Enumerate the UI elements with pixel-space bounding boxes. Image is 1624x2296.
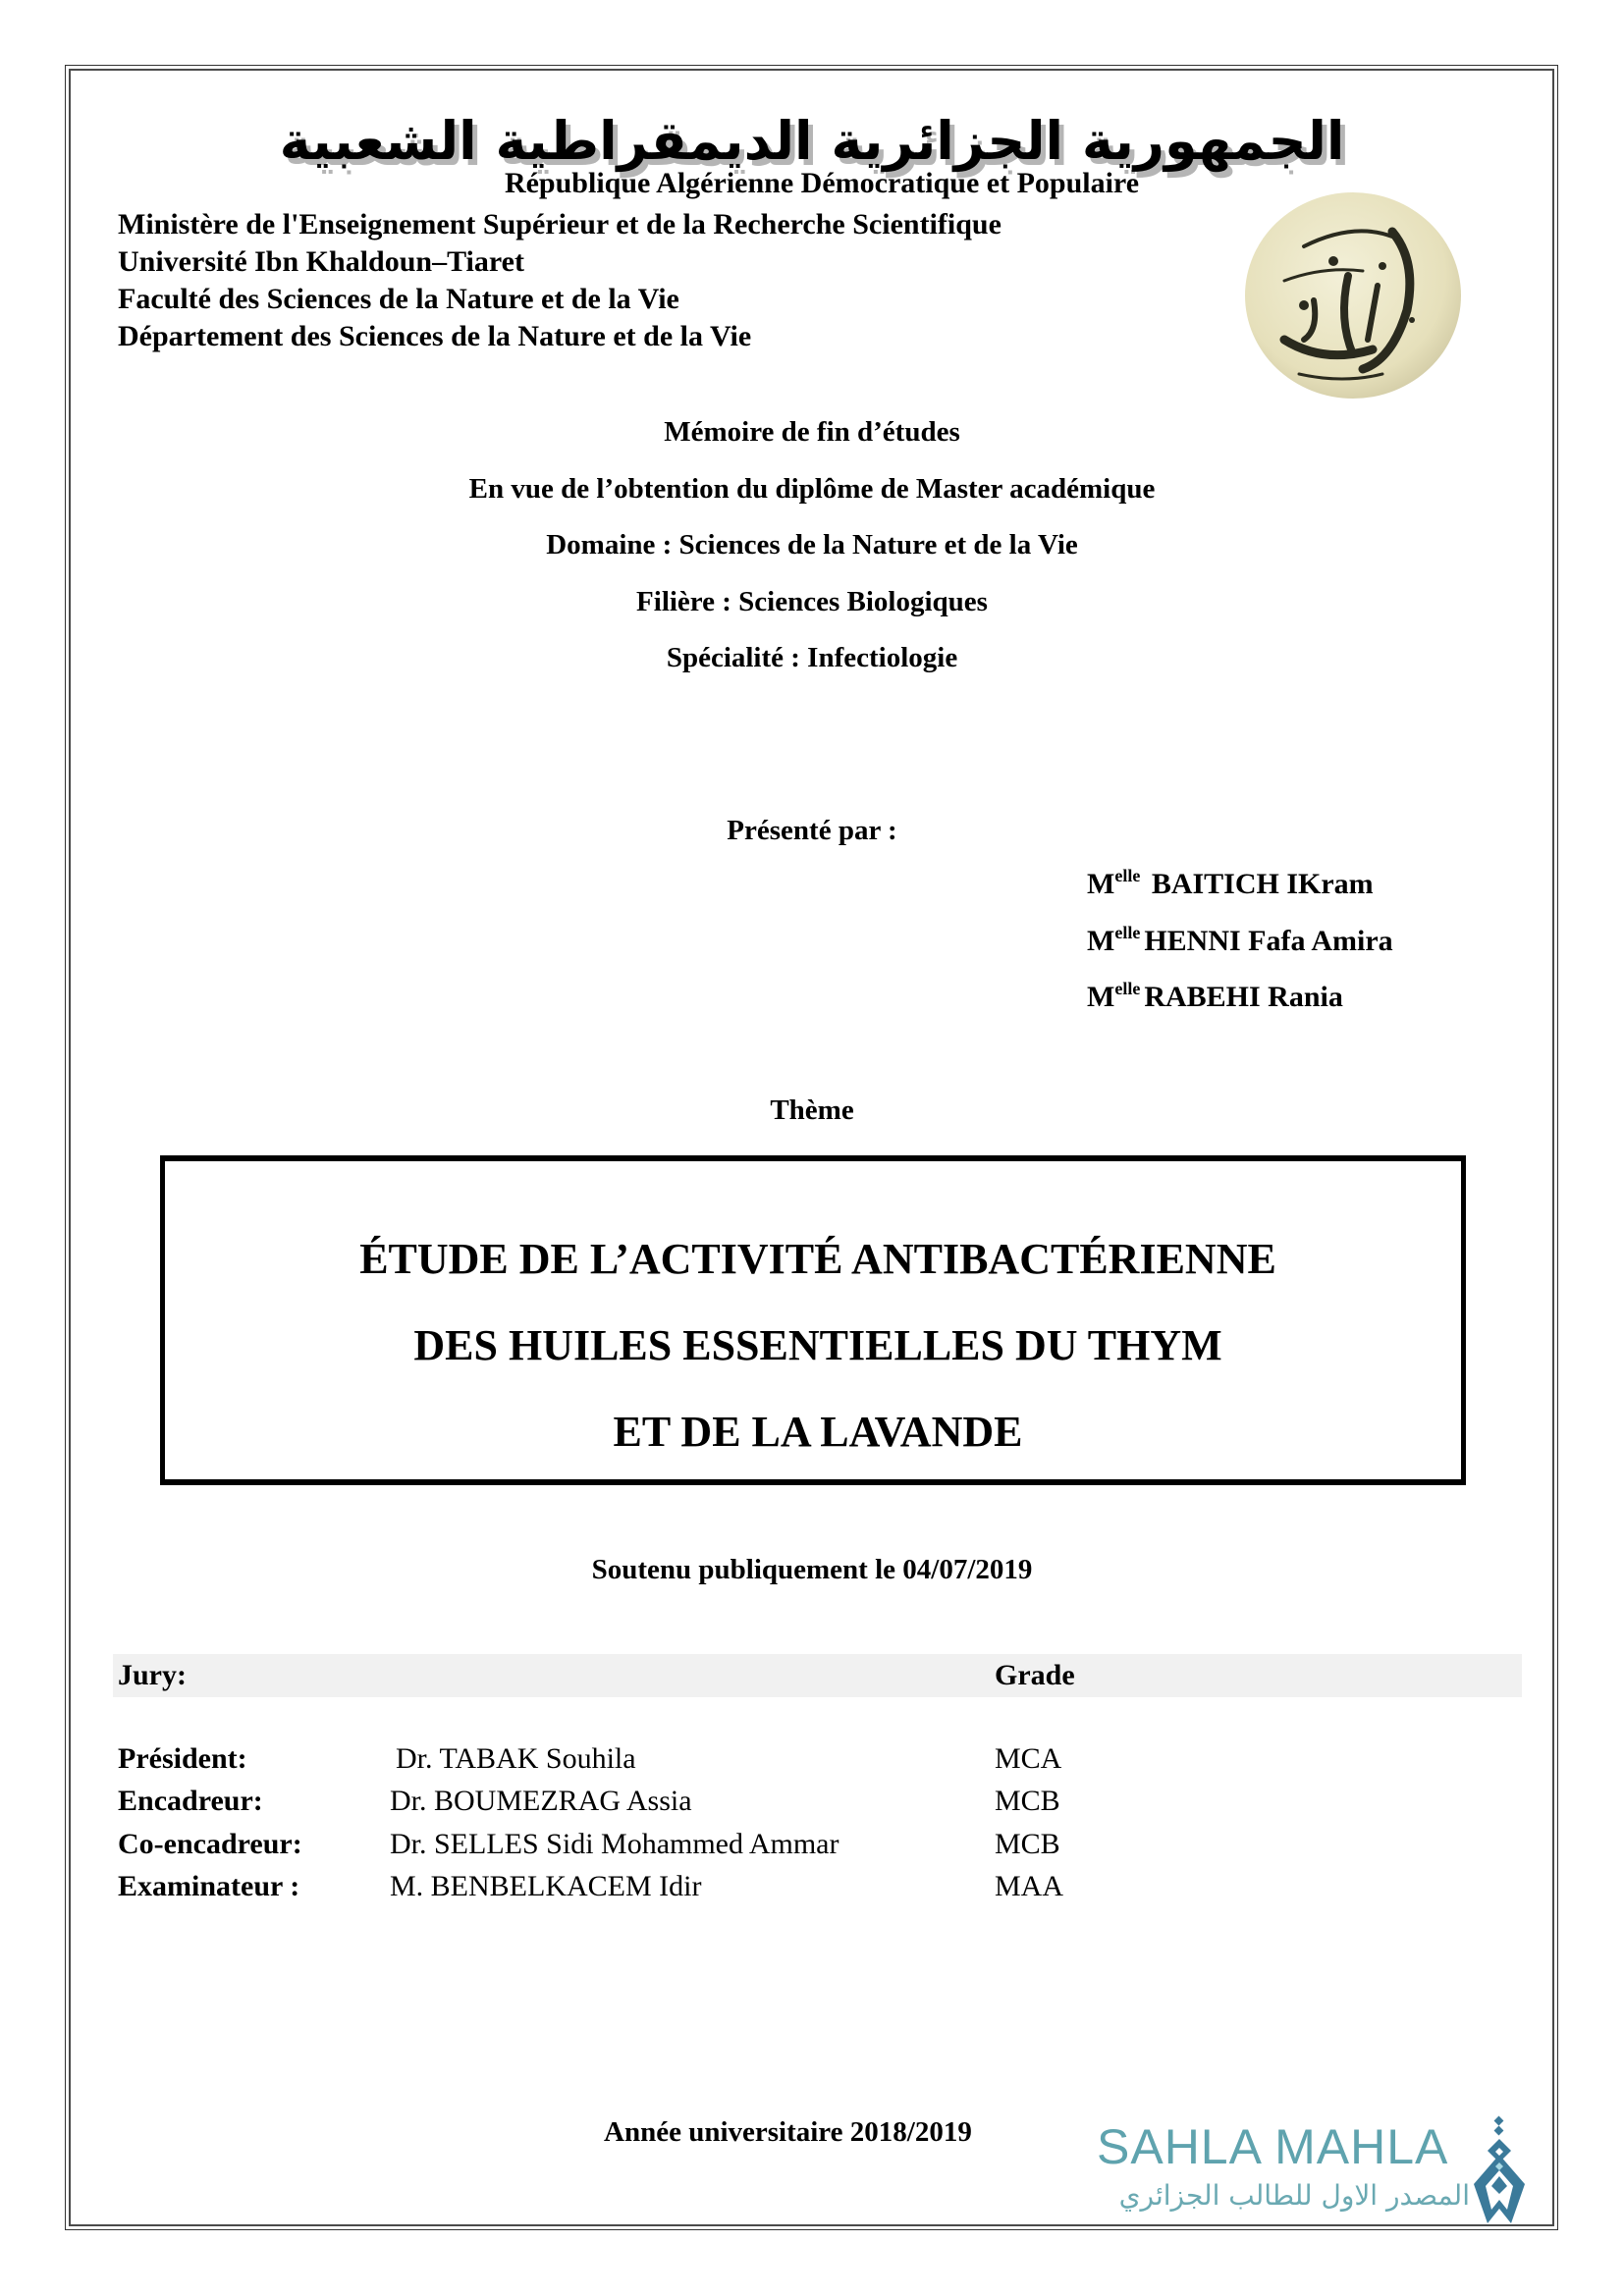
sahla-mahla-brand: SAHLA MAHLA	[1097, 2119, 1449, 2174]
jury-name: M. BENBELKACEM Idir	[390, 1870, 702, 1902]
thesis-title-line-3: ET DE LA LAVANDE	[613, 1408, 1023, 1456]
sahla-mahla-logo-icon	[1470, 2115, 1529, 2228]
jury-header-label: Jury:	[118, 1659, 187, 1691]
student-3	[1087, 981, 1343, 1014]
jury-name: Dr. TABAK Souhila	[396, 1742, 636, 1775]
field-line: Filière : Sciences Biologiques	[636, 586, 988, 617]
jury-grade: MAA	[995, 1870, 1064, 1902]
student-title: M	[1087, 981, 1115, 1013]
student-name: RABEHI Rania	[1144, 981, 1343, 1013]
academic-year: Année universitaire 2018/2019	[604, 2116, 972, 2148]
student-title-sup: elle	[1114, 979, 1141, 998]
jury-role: Président:	[118, 1742, 247, 1775]
sahla-mahla-tagline: المصدر الاول للطالب الجزائري	[1118, 2179, 1470, 2212]
jury-grade: MCA	[995, 1742, 1062, 1775]
defense-date: Soutenu publiquement le 04/07/2019	[591, 1554, 1033, 1585]
thesis-title-line-1: ÉTUDE DE L’ACTIVITÉ ANTIBACTÉRIENNE	[359, 1235, 1276, 1283]
student-title: M	[1087, 868, 1115, 900]
degree-line: En vue de l’obtention du diplôme de Master académique	[468, 473, 1156, 505]
jury-role: Co-encadreur:	[118, 1828, 302, 1860]
domain-line: Domaine : Sciences de la Nature et de la Vie	[546, 529, 1078, 561]
arabic-republic-title: الجمهورية الجزائرية الديمقراطية الشعبية	[279, 110, 1345, 172]
jury-name: Dr. BOUMEZRAG Assia	[390, 1785, 692, 1817]
thesis-title-box	[160, 1155, 1466, 1485]
thesis-type: Mémoire de fin d’études	[664, 416, 960, 448]
faculty-name: Faculté des Sciences de la Nature et de la Vie	[118, 283, 679, 315]
jury-name: Dr. SELLES Sidi Mohammed Ammar	[390, 1828, 839, 1860]
university-seal-logo-icon	[1245, 192, 1461, 399]
jury-role: Examinateur :	[118, 1870, 300, 1902]
student-title-sup: elle	[1114, 923, 1141, 942]
specialty-line: Spécialité : Infectiologie	[666, 642, 958, 673]
student-title: M	[1087, 925, 1115, 957]
theme-label: Thème	[770, 1095, 854, 1126]
sahla-mahla-watermark	[1097, 2118, 1470, 2212]
student-1	[1087, 868, 1374, 901]
student-title-sup: elle	[1114, 866, 1141, 885]
jury-header-bar	[113, 1654, 1522, 1697]
presented-by-label: Présenté par :	[727, 815, 897, 846]
jury-grade: MCB	[995, 1785, 1060, 1817]
republic-name: République Algérienne Démocratique et Populaire	[504, 167, 1140, 199]
student-name: BAITICH IKram	[1144, 868, 1374, 900]
thesis-title-line-2: DES HUILES ESSENTIELLES DU THYM	[413, 1321, 1222, 1369]
student-name: HENNI Fafa Amira	[1144, 925, 1393, 957]
department-name: Département des Sciences de la Nature et de la Vie	[118, 320, 752, 352]
student-2	[1087, 925, 1393, 958]
university-name: Université Ibn Khaldoun–Tiaret	[118, 245, 524, 278]
jury-grade: MCB	[995, 1828, 1060, 1860]
jury-role: Encadreur:	[118, 1785, 263, 1817]
ministry-name: Ministère de l'Enseignement Supérieur et de la Recherche Scientifique	[118, 208, 1001, 240]
grade-header-label: Grade	[995, 1659, 1075, 1691]
